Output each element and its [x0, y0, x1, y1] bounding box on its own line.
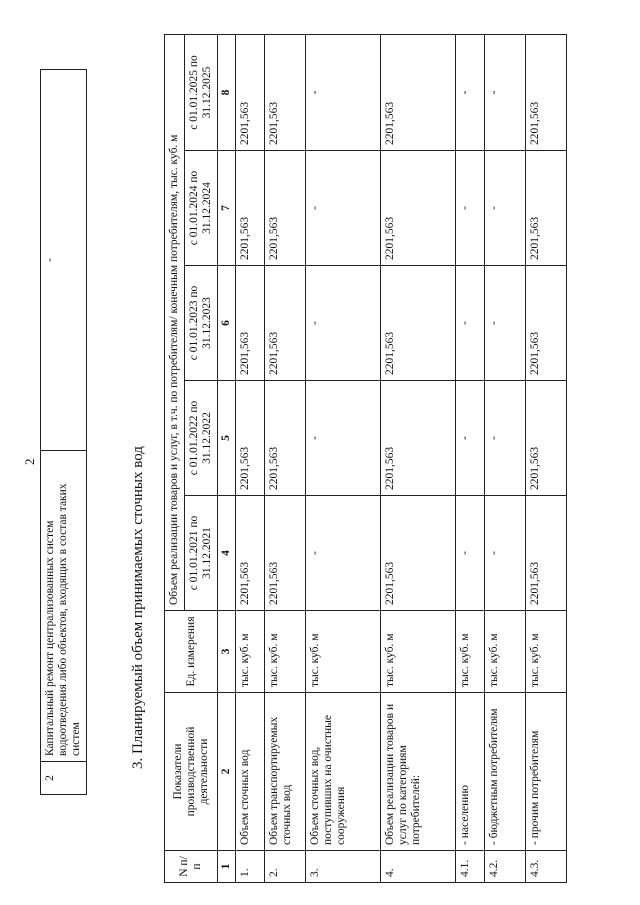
- header-period: с 01.01.2023 по 31.12.2023: [185, 266, 218, 381]
- table-row: [485, 34, 526, 882]
- header-indicator: Показатели производственной деятельности: [165, 693, 218, 851]
- header-unit: Ед. измерения: [165, 611, 218, 693]
- row-value: -: [306, 496, 381, 611]
- table-row: [306, 34, 381, 882]
- col-number: 6: [218, 266, 236, 381]
- header-period: с 01.01.2022 по 31.12.2022: [185, 381, 218, 496]
- row-value: -: [456, 151, 485, 266]
- row-value: 2201,563: [236, 151, 265, 266]
- row-value: -: [485, 266, 526, 381]
- header-period: с 01.01.2024 по 31.12.2024: [185, 151, 218, 266]
- table-row: [456, 34, 485, 882]
- col-number: 5: [218, 381, 236, 496]
- row-indicator: Объем сточных вод, поступивших на очистные сооружения: [306, 693, 381, 851]
- row-value: 2201,563: [265, 496, 306, 611]
- row-unit: тыс. куб. м: [456, 611, 485, 693]
- row-value: -: [456, 496, 485, 611]
- header-num: N п/п: [165, 851, 218, 883]
- header-row: [165, 34, 185, 882]
- row-value: 2201,563: [265, 381, 306, 496]
- row-value: -: [306, 381, 381, 496]
- row-value: 2201,563: [236, 266, 265, 381]
- row-value: 2201,563: [526, 496, 567, 611]
- row-indicator: - бюджетным потребителям: [485, 693, 526, 851]
- top-table: [40, 69, 87, 795]
- header-group: Объем реализации товаров и услуг, в т.ч. по потребителям/ конечным потребителям, тыс. куб. м: [165, 34, 185, 610]
- row-value: 2201,563: [236, 496, 265, 611]
- row-value: 2201,563: [236, 34, 265, 150]
- row-value: -: [41, 70, 87, 451]
- row-value: -: [485, 496, 526, 611]
- col-number: 7: [218, 151, 236, 266]
- row-value: -: [306, 34, 381, 150]
- row-value: 2201,563: [526, 34, 567, 150]
- table-row: [526, 34, 567, 882]
- row-unit: тыс. куб. м: [526, 611, 567, 693]
- row-value: 2201,563: [381, 266, 456, 381]
- volume-table: [164, 34, 567, 883]
- row-indicator: Объем сточных вод: [236, 693, 265, 851]
- row-value: 2201,563: [381, 496, 456, 611]
- table-row: [265, 34, 306, 882]
- row-value: -: [306, 151, 381, 266]
- header-period: с 01.01.2025 по 31.12.2025: [185, 34, 218, 150]
- col-number: 3: [218, 611, 236, 693]
- col-number: 4: [218, 496, 236, 611]
- table-body: [236, 34, 567, 882]
- row-number: 3.: [306, 851, 381, 883]
- row-number: 4.: [381, 851, 456, 883]
- row-value: 2201,563: [381, 34, 456, 150]
- row-number: 4.3.: [526, 851, 567, 883]
- row-value: 2201,563: [265, 34, 306, 150]
- row-value: 2201,563: [526, 381, 567, 496]
- row-value: -: [456, 381, 485, 496]
- col-number: 1: [218, 851, 236, 883]
- row-value: -: [456, 34, 485, 150]
- row-value: -: [306, 266, 381, 381]
- row-value: 2201,563: [526, 151, 567, 266]
- col-number: 2: [218, 693, 236, 851]
- row-value: 2201,563: [381, 151, 456, 266]
- column-numbers-row: [218, 34, 236, 882]
- row-number: 1.: [236, 851, 265, 883]
- page-number: 2: [22, 458, 37, 465]
- row-number: 4.1.: [456, 851, 485, 883]
- row-value: 2201,563: [265, 151, 306, 266]
- row-indicator: - прочим потребителям: [526, 693, 567, 851]
- row-unit: тыс. куб. м: [485, 611, 526, 693]
- col-number: 8: [218, 34, 236, 150]
- row-unit: тыс. куб. м: [265, 611, 306, 693]
- row-unit: тыс. куб. м: [236, 611, 265, 693]
- row-value: -: [485, 34, 526, 150]
- table-row: [236, 34, 265, 882]
- row-indicator: - населению: [456, 693, 485, 851]
- row-value: 2201,563: [236, 381, 265, 496]
- row-indicator: Объем транспортируемых сточных вод: [265, 693, 306, 851]
- row-value: -: [485, 151, 526, 266]
- header-period: с 01.01.2021 по 31.12.2021: [185, 496, 218, 611]
- row-unit: тыс. куб. м: [306, 611, 381, 693]
- row-number: 4.2.: [485, 851, 526, 883]
- row-number: 2: [41, 762, 87, 795]
- row-value: -: [485, 381, 526, 496]
- row-number: 2.: [265, 851, 306, 883]
- row-unit: тыс. куб. м: [381, 611, 456, 693]
- row-value: 2201,563: [265, 266, 306, 381]
- row-value: 2201,563: [381, 381, 456, 496]
- table-row: [381, 34, 456, 882]
- row-indicator: Объем реализации товаров и услуг по категориям потребителей:: [381, 693, 456, 851]
- row-text: Капитальный ремонт централизованных систем водоотведения либо объектов, входящих в состав таких систем: [41, 451, 87, 762]
- table-row: [41, 70, 87, 795]
- row-value: 2201,563: [526, 266, 567, 381]
- row-value: -: [456, 266, 485, 381]
- section-title: 3. Планируемый объем принимаемых сточных вод: [130, 446, 146, 769]
